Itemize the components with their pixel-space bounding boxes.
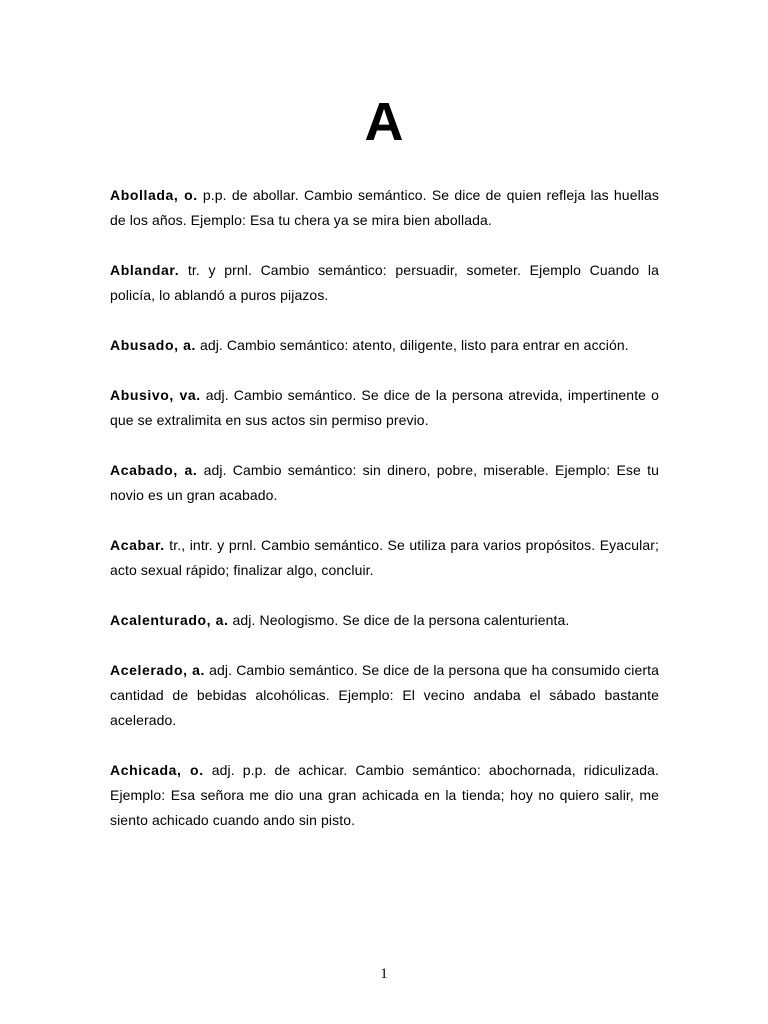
entry-headword: Acalenturado, a. (110, 612, 229, 628)
entry-definition: adj. Neologismo. Se dice de la persona calenturienta. (232, 612, 570, 628)
dictionary-entry (110, 758, 659, 833)
entry-definition: tr. y prnl. Cambio semántico: persuadir, someter. Ejemplo Cuando la policía, lo ablandó a puros pijazos. (110, 262, 659, 303)
entry-headword: Abollada, o. (110, 187, 198, 203)
section-letter: A (364, 92, 404, 152)
dictionary-entry (110, 333, 659, 358)
entry-headword: Acabar. (110, 537, 165, 553)
entry-headword: Acelerado, a. (110, 662, 206, 678)
entry-definition: tr., intr. y prnl. Cambio semántico. Se utiliza para varios propósitos. Eyacular; acto sexual rápido; finalizar algo, concluir. (110, 537, 659, 578)
entry-definition: adj. p.p. de achicar. Cambio semántico: abochornada, ridiculizada. Ejemplo: Esa señora me dio una gran achicada en la tienda; hoy no quiero salir, me siento achicado cuando ando sin pisto. (110, 762, 660, 828)
entry-definition: adj. Cambio semántico: sin dinero, pobre, miserable. Ejemplo: Ese tu novio es un gran acabado. (110, 462, 659, 503)
entry-definition: p.p. de abollar. Cambio semántico. Se dice de quien refleja las huellas de los años. Ejemplo: Esa tu chera ya se mira bien abollada. (110, 187, 659, 228)
dictionary-entry (110, 533, 659, 583)
dictionary-entry (110, 258, 659, 308)
dictionary-entry (110, 658, 659, 733)
dictionary-entry (110, 183, 659, 233)
entry-headword: Abusado, a. (110, 337, 196, 353)
entry-headword: Ablandar. (110, 262, 180, 278)
page-number: 1 (380, 966, 388, 982)
entry-definition: adj. Cambio semántico. Se dice de la persona que ha consumido cierta cantidad de bebidas alcohólicas. Ejemplo: El vecino andaba el sábado bastante acelerado. (110, 662, 659, 728)
entry-definition: adj. Cambio semántico. Se dice de la persona atrevida, impertinente o que se extralimita en sus actos sin permiso previo. (110, 387, 659, 428)
dictionary-entry (110, 383, 659, 433)
dictionary-entry (110, 608, 659, 633)
entry-headword: Abusivo, va. (110, 387, 201, 403)
entry-definition: adj. Cambio semántico: atento, diligente, listo para entrar en acción. (199, 337, 629, 353)
dictionary-entry (110, 458, 659, 508)
entry-headword: Achicada, o. (110, 762, 204, 778)
dictionary-entries (110, 183, 659, 858)
entry-headword: Acabado, a. (110, 462, 198, 478)
